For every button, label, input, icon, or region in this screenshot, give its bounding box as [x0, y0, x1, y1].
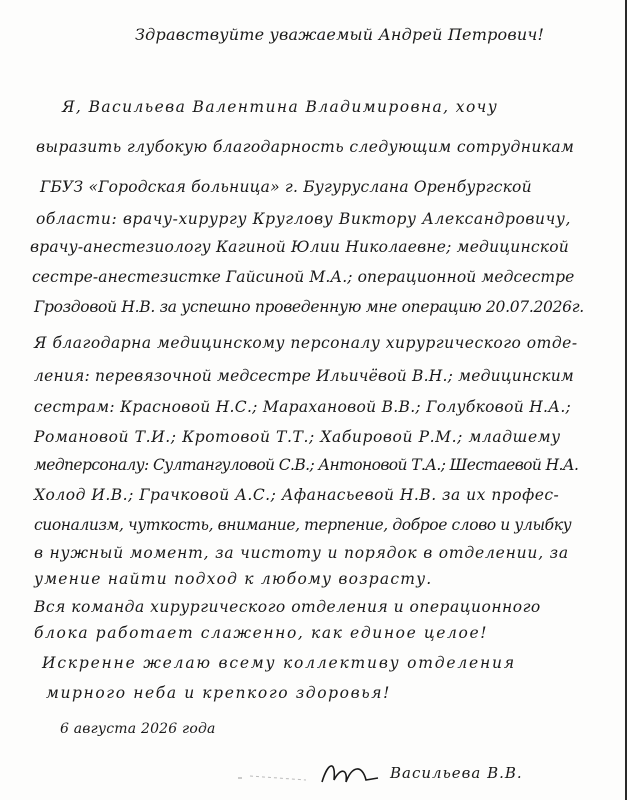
letter-line: сестрам: Красновой Н.С.; Марахановой В.В.; Голубковой Н.А.; [34, 398, 572, 416]
letter-line: ления: перевязочной медсестре Ильичёвой В.Н.; медицинским [34, 367, 574, 385]
letter-line: Романовой Т.И.; Кротовой Т.Т.; Хабировой Р.М.; младшему [34, 428, 561, 446]
letter-line: области: врачу-хирургу Круглову Виктору Александровичу, [36, 210, 571, 228]
letter-line: Вся команда хирургического отделения и операционного [34, 598, 541, 616]
letter-line: врачу-анестезиологу Кагиной Юлии Николаевне; медицинской [30, 238, 569, 256]
letter-line: в нужный момент, за чистоту и порядок в отделении, за [34, 544, 569, 562]
letter-line: ГБУЗ «Городская больница» г. Бугуруслана Оренбургской [40, 178, 532, 196]
letter-line: медперсоналу: Султангуловой С.В.; Антоновой Т.А.; Шестаевой Н.А. [34, 456, 579, 474]
stamp-marks [236, 770, 316, 784]
letter-line: сестре-анестезистке Гайсиной М.А.; операционной медсестре [32, 268, 575, 286]
signature-mark [318, 758, 388, 788]
letter-line: Искренне желаю всему коллективу отделения [42, 654, 516, 672]
greeting-line: Здравствуйте уважаемый Андрей Петрович! [135, 25, 545, 44]
letter-line: Я, Васильева Валентина Владимировна, хочу [62, 98, 499, 116]
letter-line: Холод И.В.; Грачковой А.С.; Афанасьевой Н.В. за их профес- [34, 486, 560, 504]
date-line: 6 августа 2026 года [60, 721, 216, 737]
letter-line: сионализм, чуткость, внимание, терпение, доброе слово и улыбку [34, 516, 572, 534]
letter-line: мирного неба и крепкого здоровья! [46, 684, 391, 702]
letter-line: Гроздовой Н.В. за успешно проведенную мне операцию 20.07.2026г. [34, 298, 584, 316]
letter-line: умение найти подход к любому возрасту. [34, 570, 433, 588]
letter-line: выразить глубокую благодарность следующим сотрудникам [36, 138, 575, 156]
letter-line: блока работает слаженно, как единое целое! [34, 624, 489, 642]
letter-line: Я благодарна медицинскому персоналу хирургического отде- [34, 334, 578, 352]
signature-name: Васильева В.В. [390, 764, 523, 782]
